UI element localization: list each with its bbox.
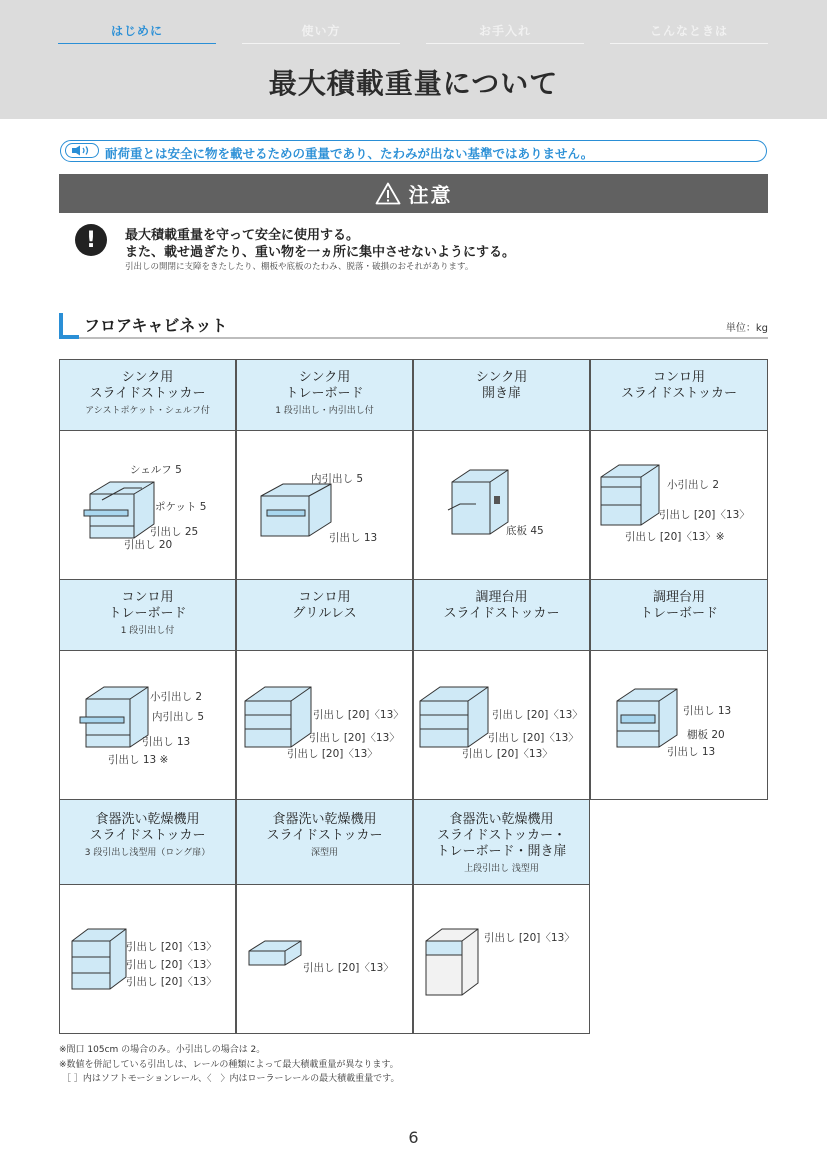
cabinet-figure-cell [590, 650, 768, 800]
load-label: 引出し 13 [329, 532, 378, 544]
cabinet-name: スライドストッカー・ [436, 828, 567, 843]
page-header [0, 0, 827, 119]
cabinet-name: シンク用 [121, 370, 174, 385]
load-label: 引出し [20]〈13〉 [126, 941, 217, 953]
load-label: 引出し [20]〈13〉 [309, 732, 400, 744]
tab-underline [610, 43, 768, 44]
cabinet-figure-cell [413, 650, 590, 800]
cabinet-name: 調理台用 [475, 590, 528, 605]
cabinet-header [236, 579, 413, 651]
cabinet-name: スライドストッカー [89, 828, 206, 843]
load-label: 引出し [20]〈13〉 [484, 932, 575, 944]
tab-troubleshooting[interactable] [610, 22, 768, 44]
cabinet-figure-cell [59, 650, 236, 800]
unit-label: 単位：kg [725, 323, 768, 334]
load-label: 引出し 13 [683, 705, 732, 717]
load-label: 引出し [20]〈13〉 [462, 748, 553, 760]
load-label: 引出し [20]〈13〉 [126, 959, 217, 971]
tab-introduction[interactable] [58, 22, 216, 44]
cabinet-name: シンク用 [475, 370, 528, 385]
cabinet-illustration [245, 937, 305, 977]
cabinet-name: シンク用 [298, 370, 351, 385]
cabinet-illustration [68, 925, 132, 997]
caution-line-1: 最大積載重量を守って安全に使用する。 [125, 228, 360, 243]
tab-underline [242, 43, 400, 44]
cabinet-header [59, 579, 236, 651]
cabinet-figure-cell [590, 430, 768, 580]
cabinet-header [59, 799, 236, 885]
cabinet-sub: 1 段引出し付 [120, 626, 175, 636]
cabinet-name: 食器洗い乾燥機用 [95, 812, 200, 827]
load-label: 小引出し 2 [667, 479, 720, 491]
section-marker-foot [59, 335, 79, 339]
load-label: 引出し [20]〈13〉 [492, 709, 583, 721]
cabinet-name: 食器洗い乾燥機用 [272, 812, 377, 827]
load-label: 引出し [20]〈13〉※ [625, 531, 725, 543]
tab-underline [58, 43, 216, 44]
warning-triangle-icon [375, 182, 401, 205]
cabinet-figure-cell [236, 430, 413, 580]
cabinet-header [236, 359, 413, 431]
load-label: 引出し [20]〈13〉 [313, 709, 404, 721]
cabinet-header [236, 799, 413, 885]
cabinet-figure-cell [413, 430, 590, 580]
load-label: 引出し [20]〈13〉 [303, 962, 394, 974]
load-label: ポケット 5 [155, 501, 207, 513]
cabinet-name: スライドストッカー [89, 386, 206, 401]
cabinet-sub: 3 段引出し浅型用（ロング扉） [84, 848, 211, 858]
chapter-tabs [58, 22, 768, 46]
cabinet-name: コンロ用 [652, 370, 705, 385]
section-rule [79, 337, 768, 339]
tab-label: お手入れ [478, 24, 531, 38]
cabinet-sub: 上段引出し 浅型用 [464, 864, 539, 874]
footnote: ［ ］内はソフトモーションレール、〈 〉内はローラーレールの最大積載重量です。 [62, 1074, 400, 1084]
page-number: 6 [408, 1128, 419, 1147]
cabinet-name: スライドストッカー [443, 606, 560, 621]
cabinet-figure-cell [236, 650, 413, 800]
cabinet-figure-cell [413, 884, 590, 1034]
footnote: ※間口 105cm の場合のみ。小引出しの場合は 2。 [59, 1045, 266, 1055]
cabinet-name: 開き扉 [481, 386, 521, 401]
note-box [60, 140, 767, 162]
cabinet-name: コンロ用 [298, 590, 351, 605]
tab-label: こんなときは [649, 24, 728, 38]
tab-label: はじめに [110, 24, 163, 38]
cabinet-header [590, 579, 768, 651]
cabinet-header [413, 359, 590, 431]
load-label: 引出し 13 [667, 746, 716, 758]
cabinet-name: 食器洗い乾燥機用 [449, 812, 554, 827]
load-label: 内引出し 5 [152, 711, 205, 723]
cabinet-name: トレーボード [108, 606, 187, 621]
cabinet-name: トレーボード・開き扉 [436, 844, 567, 859]
cabinet-illustration [422, 925, 484, 1003]
cabinet-header [413, 579, 590, 651]
note-text: 耐荷重とは安全に物を載せるための重量であり、たわみが出ない基準ではありません。 [105, 146, 594, 161]
cabinet-figure-cell [236, 884, 413, 1034]
cabinet-name: スライドストッカー [620, 386, 738, 401]
cabinet-name: スライドストッカー [266, 828, 383, 843]
cabinet-illustration [241, 683, 315, 755]
cabinet-figure-cell [59, 884, 236, 1034]
load-label: 引出し [20]〈13〉 [659, 509, 750, 521]
section-marker [59, 313, 63, 337]
caution-line-3: 引出しの開閉に支障をきたしたり、棚板や底板のたわみ、脱落・破損のおそれがあります。 [125, 262, 474, 272]
tab-maintenance[interactable] [426, 22, 584, 44]
load-label: 小引出し 2 [150, 691, 203, 703]
cabinet-header [590, 359, 768, 431]
cabinet-sub: 1 段引出し・内引出し付 [275, 406, 374, 416]
caution-line-2: また、載せ過ぎたり、重い物を一ヵ所に集中させないようにする。 [125, 245, 516, 260]
speaker-icon [65, 143, 99, 158]
tab-underline [426, 43, 584, 44]
caution-bar [59, 174, 768, 213]
load-label: 引出し 20 [124, 539, 173, 551]
footnote: ※数値を併記している引出しは、レールの種類によって最大積載重量が異なります。 [59, 1060, 399, 1070]
caution-heading: 注意 [408, 183, 453, 207]
tab-label: 使い方 [301, 24, 341, 38]
cabinet-sub: アシストポケット・シェルフ付 [85, 406, 210, 416]
cabinet-illustration [416, 683, 494, 755]
cabinet-figure-cell [59, 430, 236, 580]
load-label: 引出し 13 [142, 736, 191, 748]
cabinet-name: 調理台用 [652, 590, 705, 605]
section-heading [59, 313, 768, 339]
cabinet-name: グリルレス [292, 606, 357, 621]
page-title: 最大積載重量について [268, 67, 559, 100]
load-label: 内引出し 5 [311, 473, 364, 485]
load-label: 引出し [20]〈13〉 [287, 748, 378, 760]
cabinet-illustration [257, 476, 337, 546]
cabinet-illustration [597, 461, 667, 533]
exclamation-icon: ! [75, 224, 107, 256]
load-label: 底板 45 [506, 525, 544, 537]
cabinet-sub: 深型用 [310, 848, 338, 858]
cabinet-name: トレーボード [285, 386, 364, 401]
load-label: 棚板 20 [687, 729, 725, 741]
load-label: 引出し 25 [150, 526, 199, 538]
cabinet-name: コンロ用 [121, 590, 174, 605]
tab-usage[interactable] [242, 22, 400, 44]
cabinet-name: トレーボード [639, 606, 718, 621]
load-label: 引出し [20]〈13〉 [126, 976, 217, 988]
load-label: 引出し [20]〈13〉 [488, 732, 579, 744]
load-label: シェルフ 5 [130, 464, 182, 476]
cabinet-header [59, 359, 236, 431]
section-title: フロアキャビネット [84, 316, 228, 335]
load-label: 引出し 13 ※ [108, 754, 169, 766]
cabinet-header [413, 799, 590, 885]
